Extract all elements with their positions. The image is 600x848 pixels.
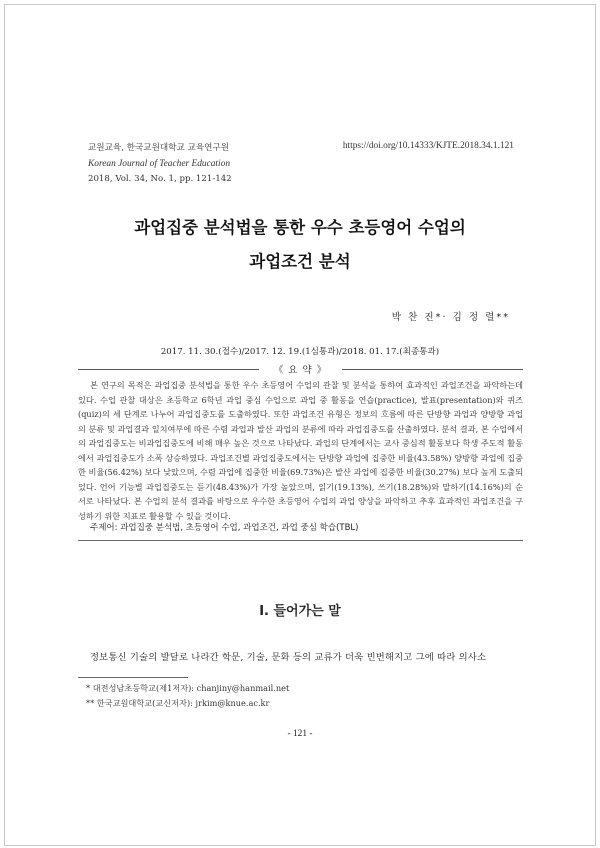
author-line: 박 찬 진*· 김 정 렬** (391, 312, 510, 323)
title-line-2: 과업조건 분석 (249, 252, 351, 271)
footnote-first-author: * 대전성남초등학교(제1저자): chanjiny@hanmail.net (86, 683, 290, 693)
abstract-label: 《 요 약 》 (273, 365, 328, 376)
journal-name: Korean Journal of Teacher Education (88, 158, 231, 169)
footnote-rule (78, 677, 188, 678)
abstract-text: 본 연구의 목적은 과업집중 분석법을 통한 우수 초등영어 수업의 관찰 및 분석을 통하여 효과적인 과업조건을 파악하는데 있다. 수업 관찰 대상은 초등학교 6학년 과업 중심 수업으로 과업 중 활동을 연습(practice), 발표(presentation)와 퀴즈(quiz)의 세 단계로 나누어 과업집중도를 도출하였다. 또한 과업조건 유형은 정보의 흐름에 따른 단방향 과업과 양방향 과업의 분류 및 과업결과 일치여부에 따른 수렴 과업과 발산 과업의 분류에 따라 과업집중도를 산출하였다. 분석 결과, 본 수업에서의 과업집중도는 비과업집중도에 비해 매우 높은 것으로 나타났다. 과업의 단계에서는 교사 중심적 활동보다 학생 주도적 활동에서 과업집중도가 소폭 상승하였다. 과업조건별 과업집중도에서는 단방향 과업에 집중한 비율(43.58%) 양방향 과업에 집중한 비율(56.42%) 보다 낮았으며, 수렴 과업에 집중한 비율(69.73%)은 발산 과업에 집중한 비율(30.27%) 보다 높게 도출되었다. 언어 기능별 과업집중도는 듣기(48.43%)가 가장 높았으며, 읽기(19.13%), 쓰기(18.28%)와 말하기(14.16%)의 순서로 나타났다. 본 수업의 분석 결과를 바탕으로 우수한 초등영어 수업의 과업 양상을 파악하고 추후 효과적인 과업조건을 구성하기 위한 지표로 활용할 수 있을 것이다. (78, 380, 524, 521)
keywords-rule (78, 540, 523, 541)
page-number: - 121 - (287, 729, 313, 739)
abstract-rule-left (78, 369, 259, 370)
institution-line: 교원교육, 한국교원대학교 교육연구원 (88, 143, 230, 153)
title-line-1: 과업집중 분석법을 통한 우수 초등영어 수업의 (134, 218, 466, 237)
abstract-rule-right (342, 369, 523, 370)
footnote-corresponding-author: ** 한국교원대학교(교신저자): jrkim@knue.ac.kr (86, 698, 270, 708)
doi-link[interactable]: https://doi.org/10.14333/KJTE.2018.34.1.121 (342, 141, 514, 151)
body-paragraph: 정보통신 기술의 발달로 나라간 학문, 기술, 문화 등의 교류가 더욱 빈번해지고 그에 따라 의사소 (90, 652, 487, 663)
journal-header (88, 141, 232, 188)
keywords: 주제어: 과업집중 분석법, 초등영어 수업, 과업조건, 과업 중심 학습(TBL) (90, 523, 359, 533)
paper-title (0, 211, 600, 279)
volume-line: 2018, Vol. 34, No. 1, pp. 121-142 (88, 174, 232, 184)
abstract-heading (78, 362, 523, 376)
submission-dates: 2017. 11. 30.(접수)/2017. 12. 19.(1심통과)/2018. 01. 17.(최종통과) (160, 347, 440, 357)
section-heading: Ⅰ. 들어가는 말 (259, 604, 341, 619)
